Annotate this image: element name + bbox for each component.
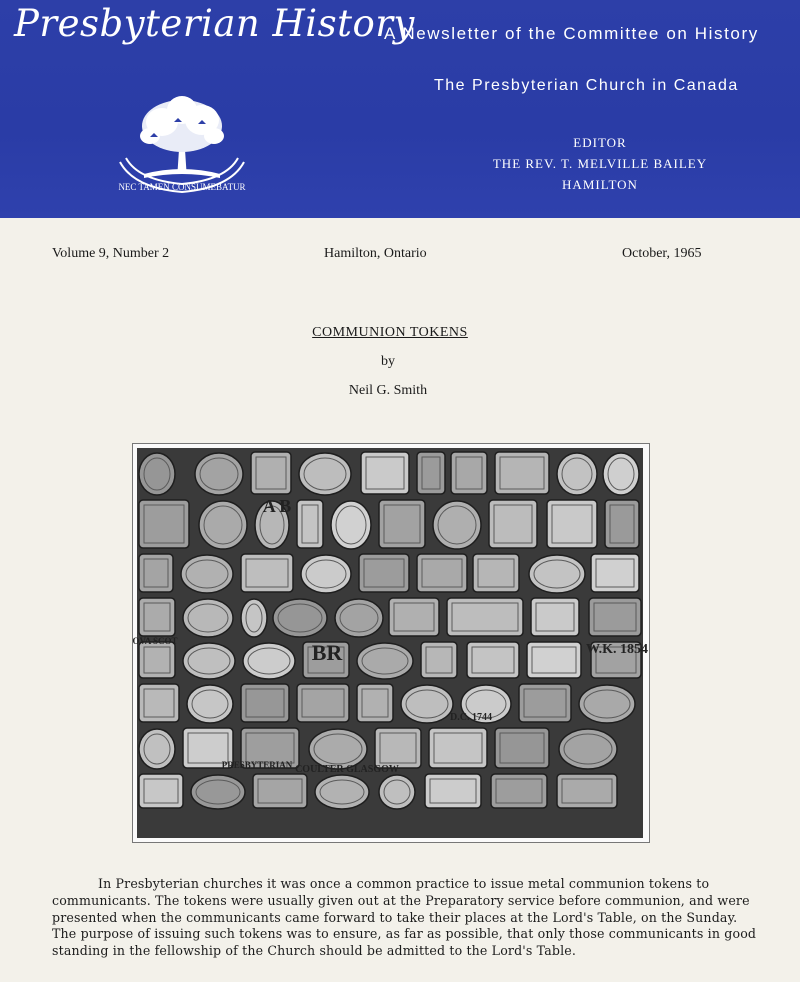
token-shape <box>181 555 233 593</box>
token-shape <box>559 729 617 769</box>
article-title: COMMUNION TOKENS <box>312 325 468 340</box>
emblem-motto: NEC TAMEN CONSUMEBATUR <box>118 182 246 192</box>
token-shape <box>557 453 597 495</box>
newsletter-masthead: Presbyterian History <box>14 2 415 45</box>
token-inscription: D.C. 1744 <box>450 712 492 723</box>
token-shape <box>447 598 523 636</box>
token-shape <box>195 453 243 495</box>
token-inscription: W.K. 1854 <box>585 642 649 657</box>
token-shape <box>519 684 571 722</box>
token-shape <box>139 684 179 722</box>
token-shape <box>309 729 367 769</box>
church-name: The Presbyterian Church in Canada <box>434 77 739 94</box>
token-shape <box>299 453 351 495</box>
token-shape <box>183 599 233 637</box>
token-shape <box>401 685 453 723</box>
token-shape <box>297 684 349 722</box>
editor-credit <box>450 132 750 195</box>
token-shape <box>335 599 383 637</box>
token-shape <box>389 598 439 636</box>
token-shape <box>331 501 371 549</box>
communion-tokens-image <box>132 448 649 838</box>
token-shape <box>251 452 291 494</box>
token-shape <box>417 554 467 592</box>
token-shape <box>139 500 189 548</box>
token-shape <box>241 554 293 592</box>
issue-volume: Volume 9, Number 2 <box>52 246 170 261</box>
article-author: Neil G. Smith <box>348 383 428 398</box>
token-inscription: A B <box>262 496 292 516</box>
token-shape <box>579 685 635 723</box>
token-shape <box>241 599 267 637</box>
article-byline-by: by <box>381 354 395 369</box>
editor-name: THE REV. T. MELVILLE BAILEY <box>492 156 708 171</box>
token-inscription: COULTER GLASGOW <box>295 764 399 775</box>
issue-place: Hamilton, Ontario <box>324 246 427 261</box>
token-shape <box>495 452 549 494</box>
token-shape <box>297 500 323 548</box>
token-shape <box>433 501 481 549</box>
newsletter-subtitle: A Newsletter of the Committee on History <box>384 24 759 43</box>
token-shape <box>529 555 585 593</box>
token-shape <box>495 728 549 768</box>
token-shape <box>361 452 409 494</box>
token-inscription: BR <box>311 640 343 665</box>
issue-date: October, 1965 <box>622 246 702 261</box>
article-body: In Presbyterian churches it was once a common practice to issue metal communion tokens to communicants. The tokens were usually given out at the Preparatory service before communion, and were presented when the communicants came forward to take their places at the Lord's Table, on the Sunday. The purpose of issuing such tokens was to ensure, as far as possible, that only those communicants in good standing in the fellowship of the Church should be admitted to the Lord's Table. <box>52 876 757 959</box>
burning-bush-emblem-icon <box>114 92 250 208</box>
token-inscription: OVA SCOT <box>132 636 178 646</box>
token-shape <box>589 598 641 636</box>
tokens-photo-image <box>132 448 649 838</box>
token-shape <box>531 598 579 636</box>
token-shape <box>199 501 247 549</box>
token-shape <box>429 728 487 768</box>
masthead-banner <box>0 0 800 218</box>
token-shape <box>473 554 519 592</box>
token-shape <box>417 452 445 494</box>
token-shape <box>591 554 639 592</box>
token-shape <box>375 728 421 768</box>
token-shape <box>379 500 425 548</box>
token-shape <box>241 684 289 722</box>
token-shape <box>301 555 351 593</box>
token-shape <box>489 500 537 548</box>
token-shape <box>273 599 327 637</box>
token-shape <box>359 554 409 592</box>
editor-city: HAMILTON <box>562 177 638 192</box>
tokens-photograph <box>132 443 650 843</box>
token-shape <box>187 685 233 723</box>
token-shape <box>547 500 597 548</box>
token-inscription: PRESBYTERIAN <box>221 760 293 770</box>
editor-label: EDITOR <box>573 135 627 150</box>
